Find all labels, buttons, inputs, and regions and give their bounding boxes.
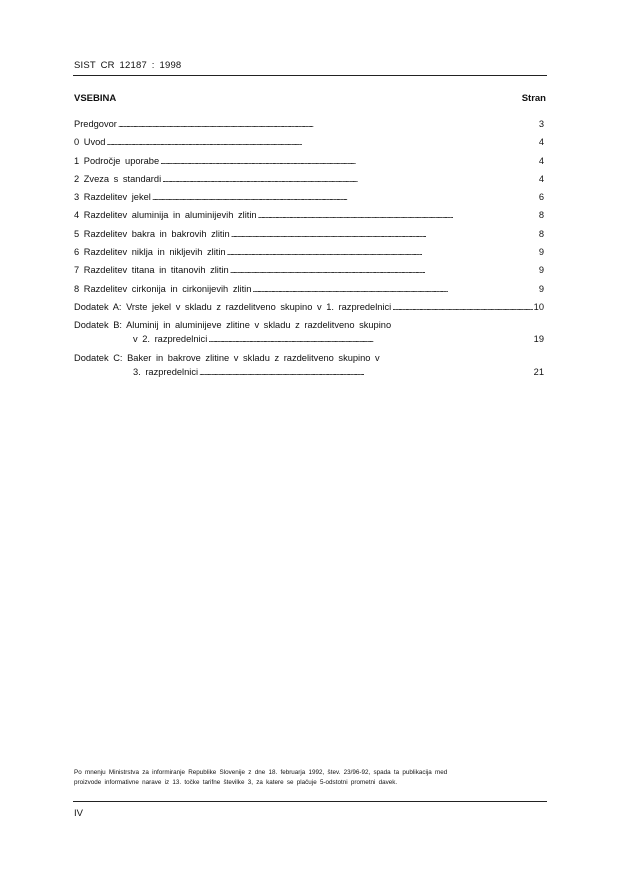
document-id: SIST CR 12187 : 1998 (74, 60, 182, 71)
page-number: IV (74, 808, 83, 819)
toc-entry-page: 9 (538, 283, 544, 294)
toc-entry-title-line2: v 2. razpredelnici (133, 334, 208, 345)
footnote (74, 768, 548, 787)
toc-leader-dots (258, 210, 538, 220)
toc-leader-dots (160, 156, 538, 166)
toc-entry[interactable] (74, 156, 544, 174)
toc-entry-page: 3 (538, 119, 544, 129)
toc-entry-page: 4 (538, 155, 544, 166)
toc-entry-page: 21 (533, 367, 544, 378)
toc-entry[interactable] (74, 174, 544, 192)
toc-entry-page: 8 (538, 228, 544, 239)
toc-entry-multiline[interactable] (74, 320, 544, 348)
toc-entry-title: 7 Razdelitev titana in titanovih zlitin (74, 265, 229, 276)
toc-entry-title: Dodatek A: Vrste jekel v skladu z razdelitveno skupino v 1. razpredelnici (74, 301, 392, 312)
footnote-line: proizvode informativne narave iz 13. točke tarifne številke 3, za katere se plačuje 5-odstotni prometni davek. (74, 778, 398, 786)
toc-entry-page: 19 (533, 334, 544, 345)
toc-entry[interactable] (74, 284, 544, 302)
toc-entry-title: 5 Razdelitev bakra in bakrovih zlitin (74, 228, 230, 239)
footer-rule (73, 801, 547, 802)
toc-entry[interactable] (74, 302, 544, 320)
toc-leader-dots (106, 137, 537, 147)
toc-entry-title-line2: 3. razpredelnici (133, 367, 199, 378)
toc-entry-title-line1: Dodatek B: Aluminij in aluminijeve zlitine v skladu z razdelitveno skupino (74, 320, 392, 331)
toc-leader-dots (230, 265, 538, 275)
toc-entry-page: 4 (538, 173, 544, 184)
toc-entry-title: 6 Razdelitev niklja in nikljevih zlitin (74, 247, 226, 258)
toc-entry-page: 9 (538, 247, 544, 258)
toc-entry-title: 3 Razdelitev jekel (74, 192, 151, 203)
toc-entry-title-line1: Dodatek C: Baker in bakrove zlitine v skladu z razdelitveno skupino v (74, 353, 380, 364)
toc-entry-page: 4 (538, 137, 544, 148)
toc-entry[interactable] (74, 192, 544, 210)
toc-leader-dots (118, 119, 538, 129)
toc-entry-title: 0 Uvod (74, 137, 106, 148)
toc-entry[interactable] (74, 229, 544, 247)
toc-entry[interactable] (74, 247, 544, 265)
toc-leader-dots (227, 247, 538, 257)
toc-entry-page: 6 (538, 192, 544, 203)
toc-page-column-heading: Stran (521, 93, 546, 104)
toc-entry[interactable] (74, 210, 544, 228)
toc-leader-dots (208, 334, 532, 344)
toc-leader-dots (392, 302, 532, 312)
table-of-contents (74, 119, 544, 386)
footnote-line: Po mnenju Ministrstva za informiranje Republike Slovenije z dne 18. februarja 1992, štev. 23/96-92, spada ta publikacija med (74, 769, 448, 776)
toc-entry-title: Predgovor (74, 119, 117, 129)
toc-entry-title: 2 Zveza s standardi (74, 173, 162, 184)
toc-leader-dots (252, 284, 537, 294)
toc-leader-dots (152, 192, 538, 202)
toc-entry[interactable] (74, 119, 544, 137)
toc-entry-title: 1 Področje uporabe (74, 155, 160, 166)
toc-entry-multiline[interactable] (74, 353, 544, 381)
toc-entry-page: 8 (538, 210, 544, 221)
toc-entry[interactable] (74, 265, 544, 283)
toc-entry-title: 4 Razdelitev aluminija in aluminijevih zlitin (74, 210, 257, 221)
toc-entry-page: 9 (538, 265, 544, 276)
toc-entry[interactable] (74, 137, 544, 155)
toc-heading: VSEBINA (74, 93, 117, 104)
toc-leader-dots (199, 367, 533, 377)
toc-entry-page: 10 (533, 301, 544, 312)
toc-entry-title: 8 Razdelitev cirkonija in cirkonijevih zlitin (74, 283, 252, 294)
header-rule (73, 75, 547, 76)
toc-leader-dots (231, 229, 538, 239)
toc-leader-dots (162, 174, 538, 184)
